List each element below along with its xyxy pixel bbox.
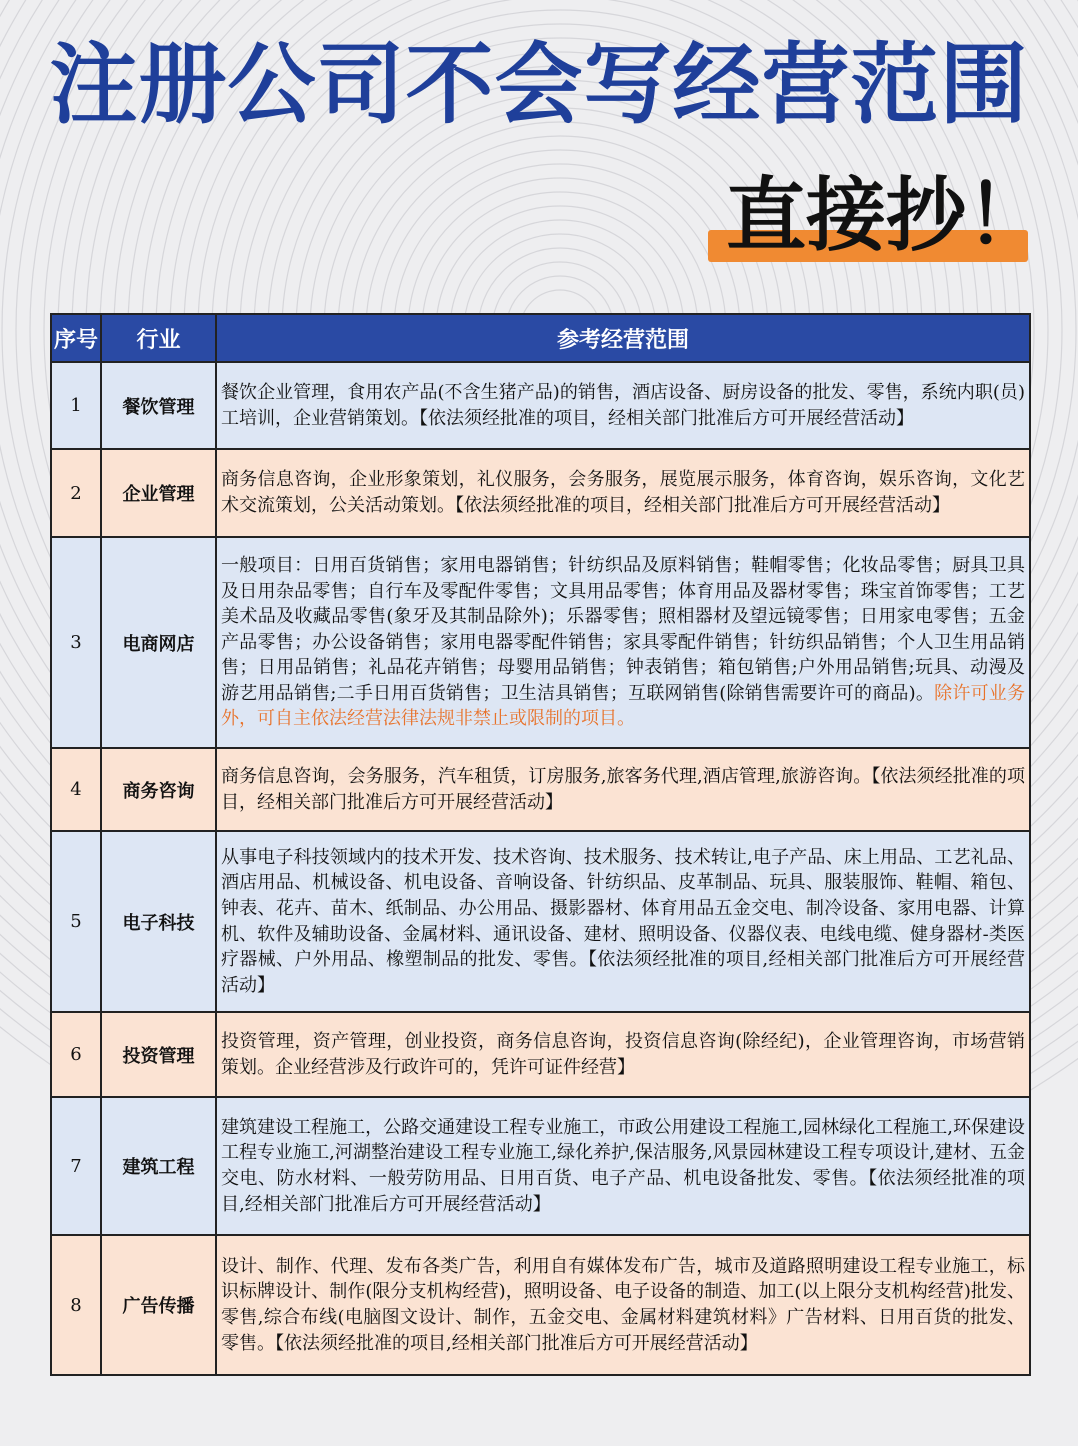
row-industry: 餐饮管理 <box>101 362 216 449</box>
table-row <box>51 748 1030 831</box>
row-scope: 餐饮企业管理，食用农产品(不含生猪产品)的销售，酒店设备、厨房设备的批发、零售，系统内职(员)工培训，企业营销策划。【依法须经批准的项目，经相关部门批准后方可开展经营活动】 <box>216 362 1030 449</box>
row-num: 2 <box>51 449 101 537</box>
row-num: 6 <box>51 1012 101 1097</box>
row-num: 5 <box>51 831 101 1012</box>
page-title: 注册公司不会写经营范围 <box>49 33 1029 136</box>
row-scope: 设计、制作、代理、发布各类广告，利用自有媒体发布广告，城市及道路照明建设工程专业施工，标识标牌设计、制作(限分支机构经营)，照明设备、电子设备的制造、加工(以上限分支机构经营)批发、零售,综合布线(电脑图文设计、制作，五金交电、金属材料建筑材料》广告材料、日用百货的批发、零售。【依法须经批准的项目,经相关部门批准后方可开展经营活动】 <box>216 1235 1030 1375</box>
row-scope: 商务信息咨询，会务服务，汽车租赁，订房服务,旅客务代理,酒店管理,旅游咨询。【依法须经批准的项目，经相关部门批准后方可开展经营活动】 <box>216 748 1030 831</box>
row-industry: 企业管理 <box>101 449 216 537</box>
table-row <box>51 537 1030 748</box>
subtitle: 直接抄！ <box>726 169 1046 262</box>
table-header-row <box>51 314 1030 362</box>
table-row <box>51 831 1030 1012</box>
row-num: 1 <box>51 362 101 449</box>
header-num: 序号 <box>51 314 101 362</box>
row-scope-text: 一般项目：日用百货销售；家用电器销售；针纺织品及原料销售；鞋帽零售；化妆品零售；厨具卫具及日用杂品零售；自行车及零配件零售；文具用品零售；体育用品及器材零售；珠宝首饰零售；工艺美术品及收藏品零售(象牙及其制品除外)；乐器零售；照相器材及望远镜零售；日用家电零售；五金产品零售；办公设备销售；家用电器零配件销售；家具零配件销售；针纺织品销售；个人卫生用品销售；日用品销售；礼品花卉销售；母婴用品销售；钟表销售；箱包销售;户外用品销售;玩具、动漫及游艺用品销售;二手日用百货销售；卫生洁具销售；互联网销售(除销售需要许可的商品)。 <box>221 554 1025 704</box>
table-row <box>51 1097 1030 1235</box>
row-industry: 投资管理 <box>101 1012 216 1097</box>
business-scope-table <box>50 313 1031 1376</box>
row-scope: 建筑建设工程施工，公路交通建设工程专业施工，市政公用建设工程施工,园林绿化工程施工,环保建设工程专业施工,河湖整治建设工程专业施工,绿化养护,保洁服务,风景园林建设工程专项设计,建材、五金交电、防水材料、一般劳防用品、日用百货、电子产品、机电设备批发、零售。【依法须经批准的项目,经相关部门批准后方可开展经营活动】 <box>216 1097 1030 1235</box>
row-num: 4 <box>51 748 101 831</box>
header-industry: 行业 <box>101 314 216 362</box>
row-industry: 广告传播 <box>101 1235 216 1375</box>
row-scope: 从事电子科技领域内的技术开发、技术咨询、技术服务、技术转让,电子产品、床上用品、工艺礼品、酒店用品、机械设备、机电设备、音响设备、针纺织品、皮革制品、玩具、服装服饰、鞋帽、箱包、钟表、花卉、苗木、纸制品、办公用品、摄影器材、体育用品五金交电、制冷设备、家用电器、计算机、软件及辅助设备、金属材料、通讯设备、建材、照明设备、仪器仪表、电线电缆、健身器材-类医疗器械、户外用品、橡塑制品的批发、零售。【依法须经批准的项目,经相关部门批准后方可开展经营活动】 <box>216 831 1030 1012</box>
table-row <box>51 362 1030 449</box>
table-row <box>51 449 1030 537</box>
header-scope: 参考经营范围 <box>216 314 1030 362</box>
row-industry: 商务咨询 <box>101 748 216 831</box>
row-scope <box>216 537 1030 748</box>
row-num: 3 <box>51 537 101 748</box>
row-scope: 投资管理，资产管理，创业投资，商务信息咨询，投资信息咨询(除经纪)，企业管理咨询，市场营销策划。企业经营涉及行政许可的，凭许可证件经营】 <box>216 1012 1030 1097</box>
row-scope-highlight: 除许可业务外，可自主依法经营法律法规非禁止或限制的项目。 <box>221 682 1026 730</box>
row-num: 8 <box>51 1235 101 1375</box>
row-scope: 商务信息咨询，企业形象策划，礼仪服务，会务服务，展览展示服务，体育咨询，娱乐咨询，文化艺术交流策划，公关活动策划。【依法须经批准的项目，经相关部门批准后方可开展经营活动】 <box>216 449 1030 537</box>
row-num: 7 <box>51 1097 101 1235</box>
row-industry: 建筑工程 <box>101 1097 216 1235</box>
row-industry: 电子科技 <box>101 831 216 1012</box>
subtitle-block <box>708 168 1046 268</box>
table-row <box>51 1012 1030 1097</box>
table-row <box>51 1235 1030 1375</box>
row-industry: 电商网店 <box>101 537 216 748</box>
